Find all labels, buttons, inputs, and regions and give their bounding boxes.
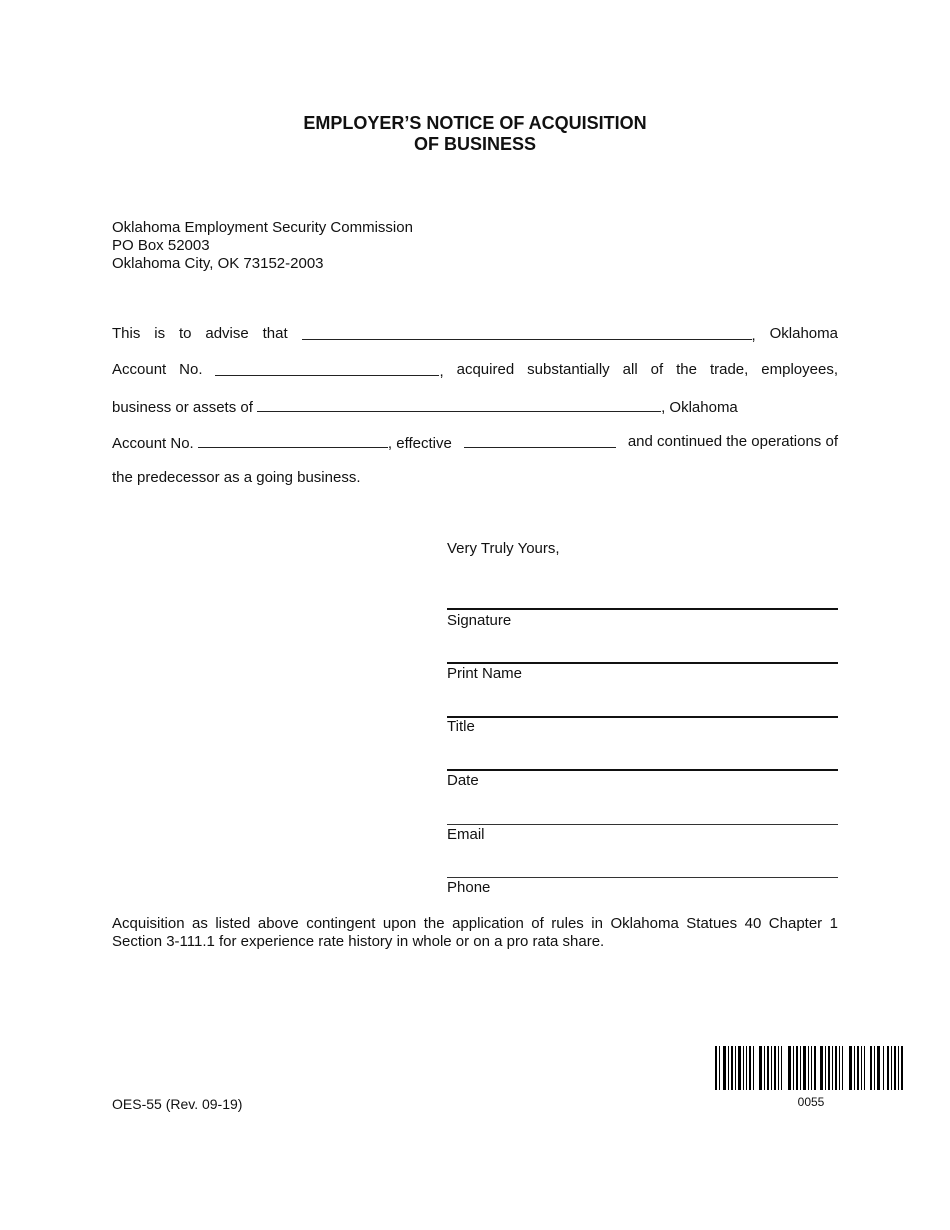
signature-line[interactable] <box>447 608 838 610</box>
address-line-2: PO Box 52003 <box>112 237 210 254</box>
signature-label: Signature <box>447 612 512 629</box>
print-name-line[interactable] <box>447 662 838 664</box>
date-label: Date <box>447 772 479 789</box>
body-line-1 <box>112 325 838 345</box>
body-word: acquired <box>456 361 515 378</box>
effective-date-field[interactable] <box>464 433 616 448</box>
phone-line[interactable] <box>447 877 838 878</box>
body-text: , effective <box>387 435 452 452</box>
body-word: of <box>650 361 664 378</box>
body-word: , <box>439 363 444 380</box>
closing-text: Very Truly Yours, <box>447 540 560 557</box>
body-line-4 <box>112 433 838 453</box>
body-word: substantially <box>527 361 610 378</box>
page-title-line1: EMPLOYER’S NOTICE OF ACQUISITION <box>303 113 647 133</box>
body-word: to <box>178 325 192 342</box>
body-line-3 <box>112 397 838 417</box>
body-word: is <box>154 325 166 342</box>
body-word: the <box>676 361 697 378</box>
predecessor-account-group <box>112 433 452 453</box>
body-word: No. <box>179 361 203 378</box>
predecessor-account-no-field[interactable] <box>198 433 388 448</box>
successor-account-no-field[interactable] <box>215 361 439 376</box>
body-word: that <box>262 325 288 342</box>
email-line[interactable] <box>447 824 838 825</box>
body-text: business or assets of <box>112 399 253 416</box>
print-name-label: Print Name <box>447 665 523 682</box>
contingency-note: Acquisition as listed above contingent upon the application of rules in Oklahoma Statues 40 Chapter 1 Section 3-111.1 for experience rate history in whole or on a pro rata share. <box>112 915 838 950</box>
body-line-5: the predecessor as a going business. <box>112 469 361 486</box>
phone-label: Phone <box>447 879 491 896</box>
date-line[interactable] <box>447 769 838 771</box>
successor-account-field-group <box>215 361 443 381</box>
barcode-number: 0055 <box>797 1095 825 1109</box>
address-line-1: Oklahoma Employment Security Commission <box>112 219 413 236</box>
body-text: , Oklahoma <box>661 399 738 416</box>
body-word: employees, <box>761 361 838 378</box>
title-label: Title <box>447 718 475 735</box>
body-text: Account No. <box>112 435 194 452</box>
body-word: This <box>112 325 141 342</box>
body-word: Oklahoma <box>769 325 838 342</box>
title-line[interactable] <box>447 716 838 718</box>
email-label: Email <box>447 826 485 843</box>
body-word: all <box>622 361 638 378</box>
predecessor-name-field[interactable] <box>257 397 661 412</box>
body-word: trade, <box>709 361 749 378</box>
successor-name-field[interactable] <box>302 325 752 340</box>
body-word: Account <box>112 361 167 378</box>
address-line-3: Oklahoma City, OK 73152-2003 <box>112 255 324 272</box>
form-number: OES-55 (Rev. 09-19) <box>112 1096 243 1112</box>
body-word: advise <box>205 325 249 342</box>
page-title-line2: OF BUSINESS <box>413 134 537 154</box>
body-word: , <box>751 327 756 344</box>
successor-name-field-group <box>302 325 756 345</box>
body-line-2 <box>112 361 838 381</box>
body-text: and continued the operations of <box>627 433 838 450</box>
barcode-image <box>715 1046 903 1090</box>
